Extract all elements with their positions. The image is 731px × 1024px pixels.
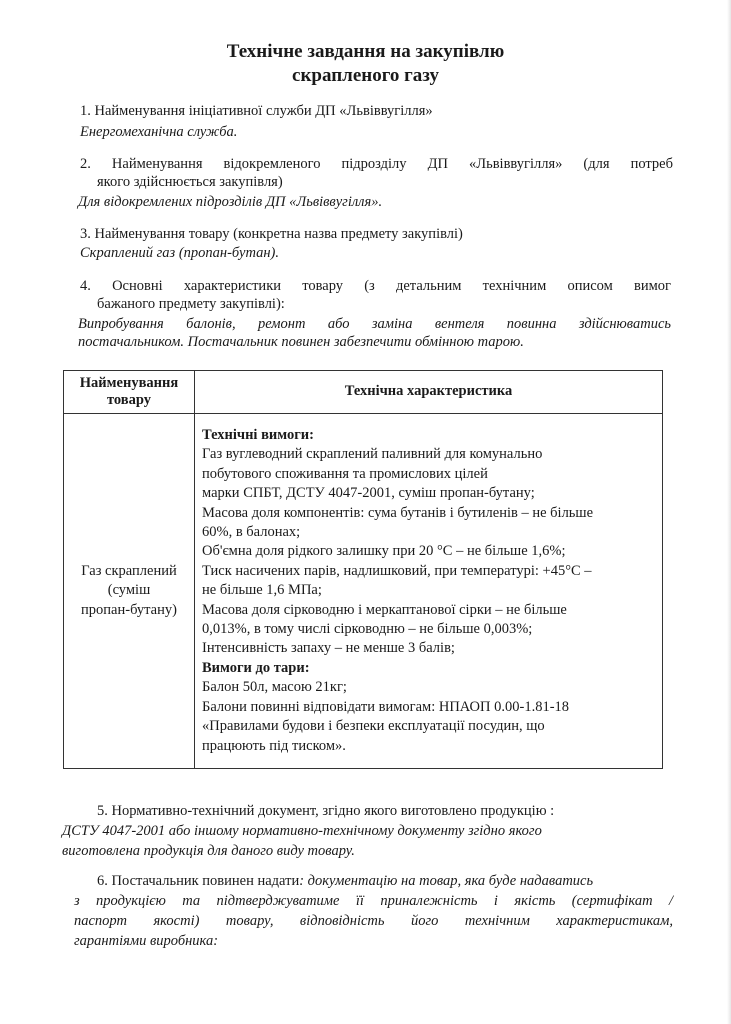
section4-value-line1: Випробування балонів, ремонт або заміна вентеля повинна здійснюватись — [78, 316, 671, 332]
section6-line3: паспорт якості) товару, відповідність його технічним характеристикам, — [74, 913, 673, 929]
section6-line2: з продукцією та підтверджуватиме її приналежність і якість (сертифікат / — [74, 893, 673, 909]
spec-text-cell — [195, 414, 663, 769]
spec-subheading-technical: Технічні вимоги: — [202, 427, 314, 443]
spec-line: 60%, в балонах; — [202, 524, 301, 541]
header-name-cell — [64, 371, 195, 414]
section5-value-line1: ДСТУ 4047-2001 або іншому нормативно-технічному документу згідно якого — [62, 823, 542, 839]
spec-line: побутового споживання та промислових цілей — [202, 465, 488, 482]
product-name-cell — [64, 414, 195, 769]
header-name-line1: Найменування — [79, 375, 179, 391]
product-name-line1: Газ скраплений — [81, 562, 177, 579]
spec-line: марки СПБТ, ДСТУ 4047-2001, суміш пропан-бутану; — [202, 485, 535, 502]
spec-subheading-container: Вимоги до тари: — [202, 659, 310, 676]
spec-line: Масова доля сірководню і меркаптанової сірки – не більше — [202, 601, 567, 618]
spec-line: Об'ємна доля рідкого залишку при 20 °С – не більше 1,6%; — [202, 543, 566, 560]
section2-heading-line2: якого здійснюється закупівля) — [97, 174, 283, 190]
section4-heading-line1: 4. Основні характеристики товару (з детальним технічним описом вимог — [80, 278, 671, 294]
section5-heading: 5. Нормативно-технічний документ, згідно якого виготовлено продукцію : — [97, 803, 555, 819]
spec-line: 0,013%, в тому числі сірководню – не більше 0,003%; — [202, 621, 533, 638]
spec-line: Інтенсивність запаху – не менше 3 балів; — [202, 640, 455, 657]
product-name-line3: пропан-бутану) — [81, 601, 177, 618]
spec-table-header-row — [64, 371, 663, 414]
spec-line: Балон 50л, масою 21кг; — [202, 679, 347, 696]
header-spec-cell: Технічна характеристика — [195, 371, 663, 414]
section2-value: Для відокремлених підрозділів ДП «Львіввугілля». — [78, 194, 383, 210]
section3-heading: 3. Найменування товару (конкретна назва предмету закупівлі) — [80, 226, 463, 242]
section6-line4: гарантіями виробника: — [74, 933, 219, 949]
section1-value: Енергомеханічна служба. — [80, 124, 238, 140]
document-title-line2: скрапленого газу — [292, 65, 439, 86]
spec-line: Газ вуглеводний скраплений паливний для комунально — [202, 446, 543, 463]
section2-heading-line1: 2. Найменування відокремленого підрозділу ДП «Львіввугілля» (для потреб — [80, 156, 673, 172]
spec-line: Балони повинні відповідати вимогам: НПАОП 0.00-1.81-18 — [202, 698, 570, 715]
spec-line: працюють під тиском». — [202, 737, 346, 754]
spec-line: Тиск насичених парів, надлишковий, при температурі: +45°С – — [202, 562, 592, 579]
spec-table-row — [64, 414, 663, 769]
section4-heading-line2: бажаного предмету закупівлі): — [97, 296, 285, 312]
section5-value-line2: виготовлена продукція для даного виду товару. — [62, 843, 355, 859]
section4-value-line2: постачальником. Постачальник повинен забезпечити обмінною тарою. — [78, 334, 524, 350]
section6-line1 — [97, 872, 593, 890]
spec-line: не більше 1,6 МПа; — [202, 582, 322, 599]
section1-heading: 1. Найменування ініціативної служби ДП «Львіввугілля» — [80, 103, 433, 119]
spec-line: «Правилами будови і безпеки експлуатації посудин, що — [202, 718, 545, 735]
section3-value: Скраплений газ (пропан-бутан). — [80, 245, 280, 261]
header-name-line2: товару — [106, 392, 152, 408]
product-name-line2: (суміш — [107, 582, 151, 599]
document-title-line1: Технічне завдання на закупівлю — [226, 41, 505, 62]
section6-line1-lead: 6. Постачальник повинен надати — [97, 873, 300, 889]
scan-edge-shadow — [727, 0, 731, 1024]
spec-table — [63, 370, 663, 769]
section6-line1-italic: : документацію на товар, яка буде надаватись — [299, 873, 594, 889]
spec-line: Масова доля компонентів: сума бутанів і бутиленів – не більше — [202, 504, 594, 521]
